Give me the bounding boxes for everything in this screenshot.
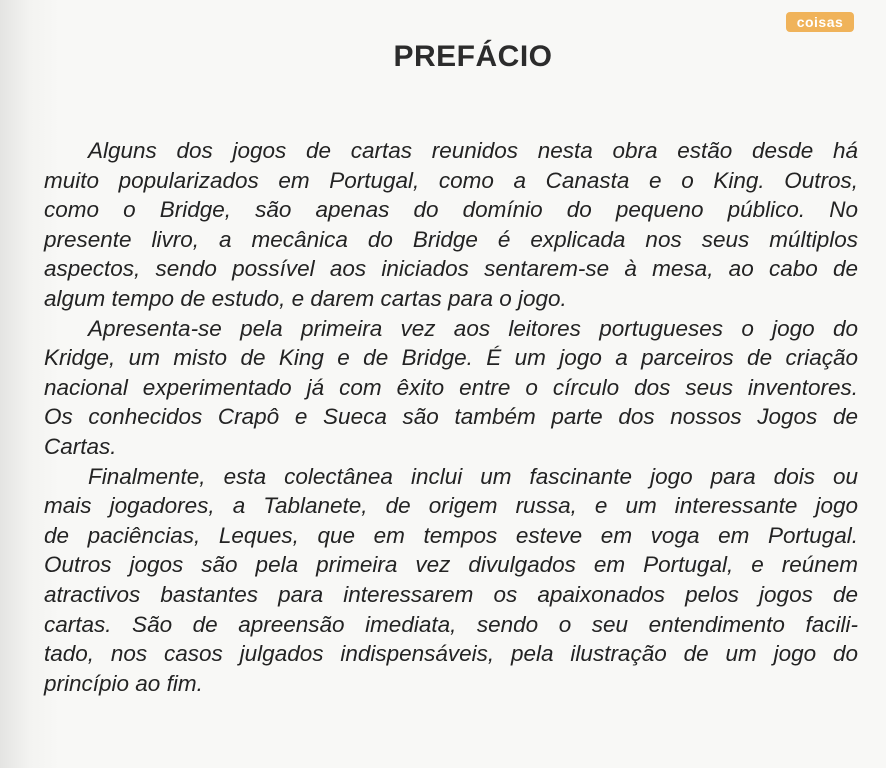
paragraph-2 [44, 314, 858, 462]
preface-text [44, 136, 858, 698]
paragraph-3 [44, 462, 858, 699]
text-line: Outros jogos são pela primeira vez divulgados em Portugal, e reúnem [44, 552, 858, 578]
text-line: Os conhecidos Crapô e Sueca são também parte dos nossos Jogos de [44, 404, 858, 430]
text-line: Finalmente, esta colectânea inclui um fascinante jogo para dois ou [88, 463, 858, 489]
page-title: PREFÁCIO [393, 40, 553, 73]
text-line: Kridge, um misto de King e de Bridge. É um jogo a parceiros de criação [44, 345, 858, 371]
text-line: Apresenta-se pela primeira vez aos leitores portugueses o jogo do [88, 315, 858, 341]
text-line: princípio ao fim. [44, 670, 203, 696]
paragraph-1 [44, 136, 858, 314]
text-line: como o Bridge, são apenas do domínio do pequeno público. No [44, 197, 858, 223]
text-line: aspectos, sendo possível aos iniciados sentarem-se à mesa, ao cabo de [44, 256, 858, 282]
text-line: mais jogadores, a Tablanete, de origem russa, e um interessante jogo [44, 493, 858, 519]
text-line: atractivos bastantes para interessarem os apaixonados pelos jogos de [44, 581, 858, 607]
text-line: algum tempo de estudo, e darem cartas para o jogo. [44, 285, 567, 311]
text-line: tado, nos casos julgados indispensáveis, pela ilustração de um jogo do [44, 641, 858, 667]
text-line: Cartas. [44, 433, 117, 459]
coisas-logo: coisas [786, 12, 854, 32]
text-line: muito popularizados em Portugal, como a Canasta e o King. Outros, [44, 167, 858, 193]
text-line: nacional experimentado já com êxito entre o círculo dos seus inventores. [44, 374, 858, 400]
text-line: presente livro, a mecânica do Bridge é explicada nos seus múltiplos [44, 226, 858, 252]
text-line: Alguns dos jogos de cartas reunidos nesta obra estão desde há [88, 138, 858, 163]
text-line: de paciências, Leques, que em tempos esteve em voga em Portugal. [44, 522, 858, 548]
text-line: cartas. São de apreensão imediata, sendo o seu entendimento facili- [44, 611, 858, 637]
